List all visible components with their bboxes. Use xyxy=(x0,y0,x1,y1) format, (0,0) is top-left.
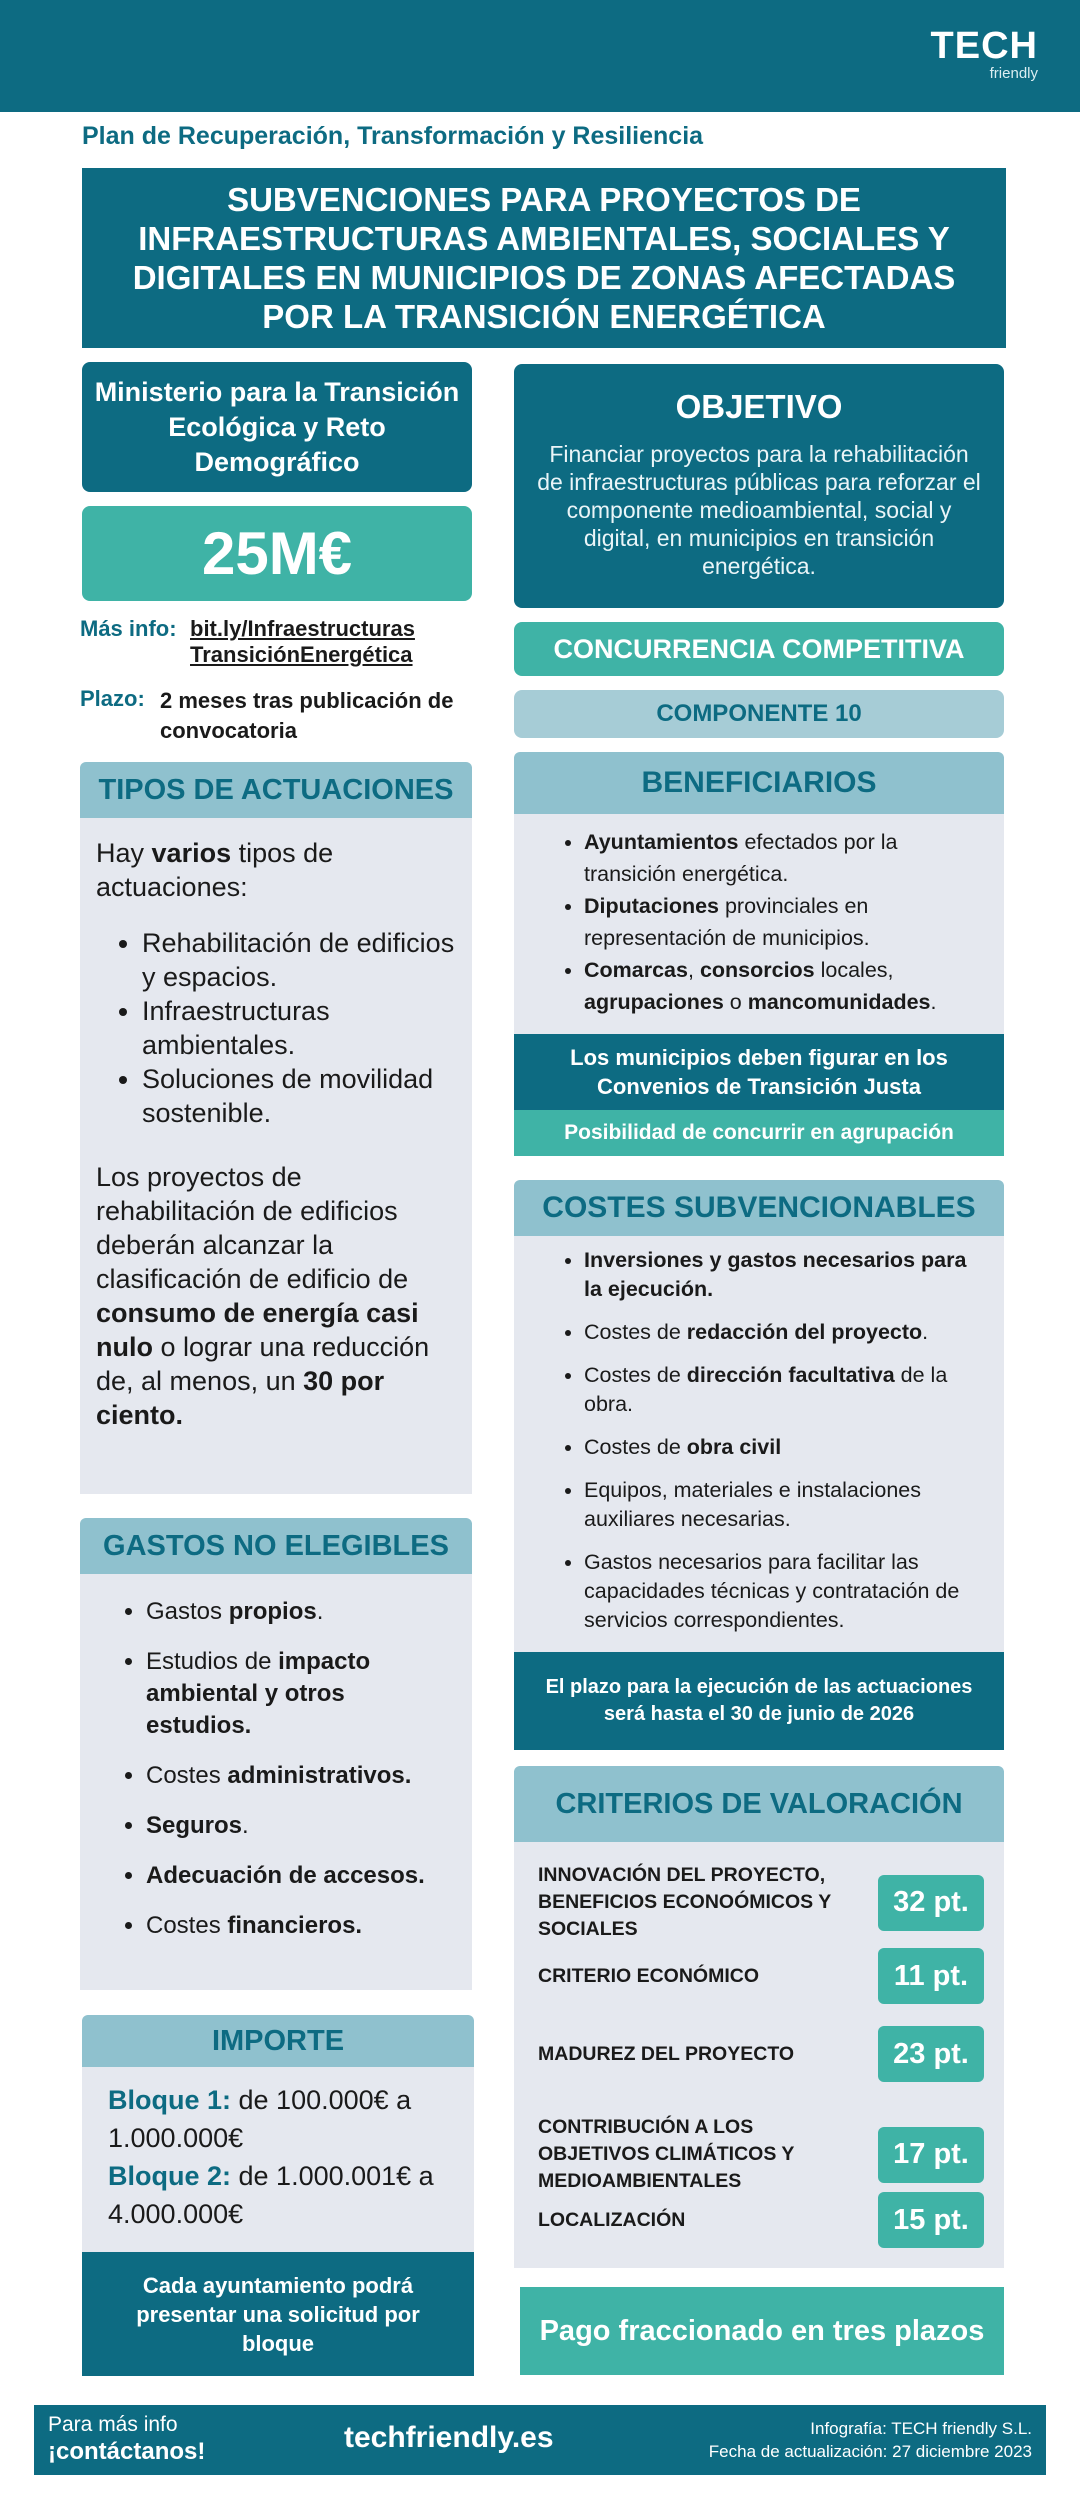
ayuntamiento-text: Cada ayuntamiento podrá presentar una solicitud por bloque xyxy=(136,2272,420,2356)
criterios-heading: CRITERIOS DE VALORACIÓN xyxy=(514,1766,1004,1842)
criterio-name: CONTRIBUCIÓN A LOS OBJETIVOS CLIMÁTICOS Y MEDIOAMBIENTALES xyxy=(538,2116,795,2192)
tipos-heading: TIPOS DE ACTUACIONES xyxy=(80,762,472,818)
text: . xyxy=(242,1812,249,1839)
text: impacto ambiental y otros estudios. xyxy=(146,1648,371,1739)
text: obra civil xyxy=(686,1435,782,1459)
list-item xyxy=(146,1596,452,1628)
plazo-value: 2 meses tras publicación de convocatoria xyxy=(160,688,454,743)
tipos-p-bold1: consumo de energía casi nulo xyxy=(96,1298,419,1362)
info-link-line2[interactable]: TransiciónEnergética xyxy=(190,642,413,667)
text: financieros. xyxy=(227,1912,363,1939)
bloque-2-label: Bloque 2: xyxy=(108,2161,232,2191)
text: de la obra. xyxy=(584,1363,948,1416)
list-item: • Soluciones de movilidad sostenible. xyxy=(142,1062,456,1130)
footer-contact-line1: Para más info xyxy=(48,2413,178,2436)
criterio-row xyxy=(538,2026,984,2082)
bloque-2-value: de 1.000.001€ a 4.000.000€ xyxy=(108,2161,434,2229)
tipos-list xyxy=(142,926,456,1130)
criterios-panel xyxy=(514,1842,1004,2268)
componente-badge: COMPONENTE 10 xyxy=(514,690,1004,738)
importe-heading: IMPORTE xyxy=(82,2015,474,2067)
tipos-intro-pre: Hay xyxy=(96,838,152,868)
criterio-points: 11 pt. xyxy=(878,1948,984,2004)
importe-panel xyxy=(82,2067,474,2252)
tipos-p-mid: o lograr una reducción de, al menos, un xyxy=(96,1332,430,1396)
concurrencia-badge: CONCURRENCIA COMPETITIVA xyxy=(514,622,1004,676)
costes-list xyxy=(584,1246,984,1635)
list-item xyxy=(146,1810,452,1842)
text: . xyxy=(316,1598,324,1625)
objetivo-text: Financiar proyectos para la rehabilitación de infraestructuras públicas para reforzar el componente medioambiental, social y digital, en municipios en transición energética. xyxy=(537,441,981,579)
list-item xyxy=(584,1318,984,1347)
ministry-text: Ministerio para la Transición Ecológica y Reto Demográfico xyxy=(94,376,460,477)
text: Seguros xyxy=(146,1812,243,1839)
criterio-points: 17 pt. xyxy=(878,2127,984,2183)
agrupacion-note: Posibilidad de concurrir en agrupación xyxy=(514,1110,1004,1156)
text: administrativos. xyxy=(227,1762,412,1789)
text: Costes de xyxy=(584,1363,687,1387)
criterio-name: LOCALIZACIÓN xyxy=(538,2208,686,2231)
text: consorcios xyxy=(699,958,815,982)
text: provinciales en representación de municipios. xyxy=(584,894,870,950)
gastos-list xyxy=(146,1596,452,1942)
text: Ayuntamientos xyxy=(584,830,739,854)
criterio-row xyxy=(538,1948,984,2004)
text: locales, xyxy=(814,958,894,982)
municipios-text: Los municipios deben figurar en los Convenios de Transición Justa xyxy=(570,1045,948,1099)
costes-panel xyxy=(514,1236,1004,1652)
text: o xyxy=(723,990,748,1014)
text: Adecuación de accesos. xyxy=(146,1862,425,1889)
footer-credit: Infografía: TECH friendly S.L. xyxy=(810,2419,1032,2438)
text: , xyxy=(687,958,700,982)
text: Costes de xyxy=(584,1320,687,1344)
text: Diputaciones xyxy=(584,894,719,918)
criterio-row xyxy=(538,1862,984,1943)
criterio-name: INNOVACIÓN DEL PROYECTO, BENEFICIOS ECONOÓMICOS Y SOCIALES xyxy=(538,1864,831,1940)
plan-subtitle: Plan de Recuperación, Transformación y Resiliencia xyxy=(82,122,704,150)
tipos-p-pre: Los proyectos de rehabilitación de edificios deberán alcanzar la clasificación de edificio de xyxy=(96,1162,409,1294)
bloque-1 xyxy=(108,2081,448,2157)
pago-text: Pago fraccionado en tres plazos xyxy=(539,2315,985,2347)
tipos-intro xyxy=(96,836,456,904)
municipios-note xyxy=(514,1034,1004,1110)
costes-heading: COSTES SUBVENCIONABLES xyxy=(514,1180,1004,1236)
criterio-points: 32 pt. xyxy=(878,1875,984,1931)
tipos-intro-bold: varios xyxy=(151,838,232,868)
tipos-paragraph xyxy=(96,1160,456,1432)
criterio-row xyxy=(538,2192,984,2248)
info-label: Más info: xyxy=(80,616,177,641)
list-item xyxy=(146,1910,452,1942)
text: mancomunidades xyxy=(747,990,931,1014)
footer-contact[interactable] xyxy=(48,2411,205,2466)
footer-updated: Fecha de actualización: 27 diciembre 2023 xyxy=(708,2442,1032,2461)
logo-sub: friendly xyxy=(989,65,1038,82)
list-item: • Infraestructuras ambientales. xyxy=(142,994,456,1062)
text: Gastos xyxy=(146,1598,229,1625)
text: . xyxy=(930,990,937,1014)
ayuntamiento-note xyxy=(82,2252,474,2376)
text: efectados por la transición energética. xyxy=(584,830,898,886)
list-item xyxy=(584,954,984,1018)
text: redacción del proyecto xyxy=(686,1320,923,1344)
gastos-heading: GASTOS NO ELEGIBLES xyxy=(80,1518,472,1574)
tipos-panel xyxy=(80,818,472,1494)
info-link[interactable] xyxy=(190,616,480,668)
beneficiarios-panel xyxy=(514,814,1004,1034)
plazo-ejecucion-note xyxy=(514,1652,1004,1750)
plazo-ejecucion-text: El plazo para la ejecución de las actuaciones será hasta el 30 de junio de 2026 xyxy=(545,1676,973,1725)
list-item xyxy=(584,826,984,890)
text: Costes xyxy=(146,1912,228,1939)
text: dirección facultativa xyxy=(686,1363,895,1387)
plazo-label: Plazo: xyxy=(80,686,145,711)
beneficiarios-heading: BENEFICIARIOS xyxy=(514,752,1004,814)
bloque-1-label: Bloque 1: xyxy=(108,2085,232,2115)
criterio-points: 15 pt. xyxy=(878,2192,984,2248)
page-title xyxy=(82,168,1006,348)
footer-bar xyxy=(34,2405,1046,2475)
text: Costes xyxy=(146,1762,228,1789)
objetivo-box xyxy=(514,364,1004,608)
text: Estudios de xyxy=(146,1648,279,1675)
list-item xyxy=(146,1760,452,1792)
criterio-name: MADUREZ DEL PROYECTO xyxy=(538,2042,795,2065)
beneficiarios-list xyxy=(584,826,984,1018)
list-item: • Rehabilitación de edificios y espacios. xyxy=(142,926,456,994)
page-title-text: SUBVENCIONES PARA PROYECTOS DE INFRAESTRUCTURAS AMBIENTALES, SOCIALES Y DIGITALES EN MUNICIPIOS DE ZONAS AFECTADAS POR LA TRANSICIÓN ENERGÉTICA xyxy=(132,181,956,335)
objetivo-heading: OBJETIVO xyxy=(675,388,843,425)
tipos-intro-post: tipos de actuaciones: xyxy=(96,838,334,902)
criterio-row xyxy=(538,2114,984,2195)
list-item xyxy=(584,890,984,954)
list-item xyxy=(146,1646,452,1742)
text: agrupaciones xyxy=(584,990,724,1014)
gastos-panel xyxy=(80,1574,472,1990)
list-item: • Equipos, materiales e instalaciones auxiliares necesarias. xyxy=(584,1476,984,1534)
footer-site-link[interactable]: techfriendly.es xyxy=(344,2421,554,2454)
info-link-line1[interactable]: bit.ly/Infraestructuras xyxy=(190,616,415,641)
header-bar xyxy=(0,0,1080,112)
criterio-points: 23 pt. xyxy=(878,2026,984,2082)
text: . xyxy=(922,1320,929,1344)
tipos-p-bold2: 30 por ciento. xyxy=(96,1366,385,1430)
list-item: • Gastos necesarios para facilitar las capacidades técnicas y contratación de servicios correspondientes. xyxy=(584,1548,984,1635)
footer-credits xyxy=(709,2417,1032,2463)
list-item xyxy=(584,1433,984,1462)
list-item xyxy=(146,1860,452,1892)
techfriendly-logo[interactable] xyxy=(931,26,1038,82)
text: Comarcas xyxy=(584,958,688,982)
text: Costes de xyxy=(584,1435,687,1459)
bloque-1-value: de 100.000€ a 1.000.000€ xyxy=(108,2085,412,2153)
pago-note xyxy=(520,2287,1004,2375)
list-item xyxy=(584,1246,984,1304)
bloque-2 xyxy=(108,2157,448,2233)
list-item xyxy=(584,1361,984,1419)
text: Inversiones y gastos necesarios para la ejecución. xyxy=(584,1248,967,1301)
footer-contact-line2[interactable]: ¡contáctanos! xyxy=(48,2438,206,2465)
criterio-name: CRITERIO ECONÓMICO xyxy=(538,1964,760,1987)
text: propios xyxy=(228,1598,317,1625)
amount-box: 25M€ xyxy=(82,506,472,601)
logo-main: TECH xyxy=(930,25,1038,67)
ministry-box xyxy=(82,362,472,492)
